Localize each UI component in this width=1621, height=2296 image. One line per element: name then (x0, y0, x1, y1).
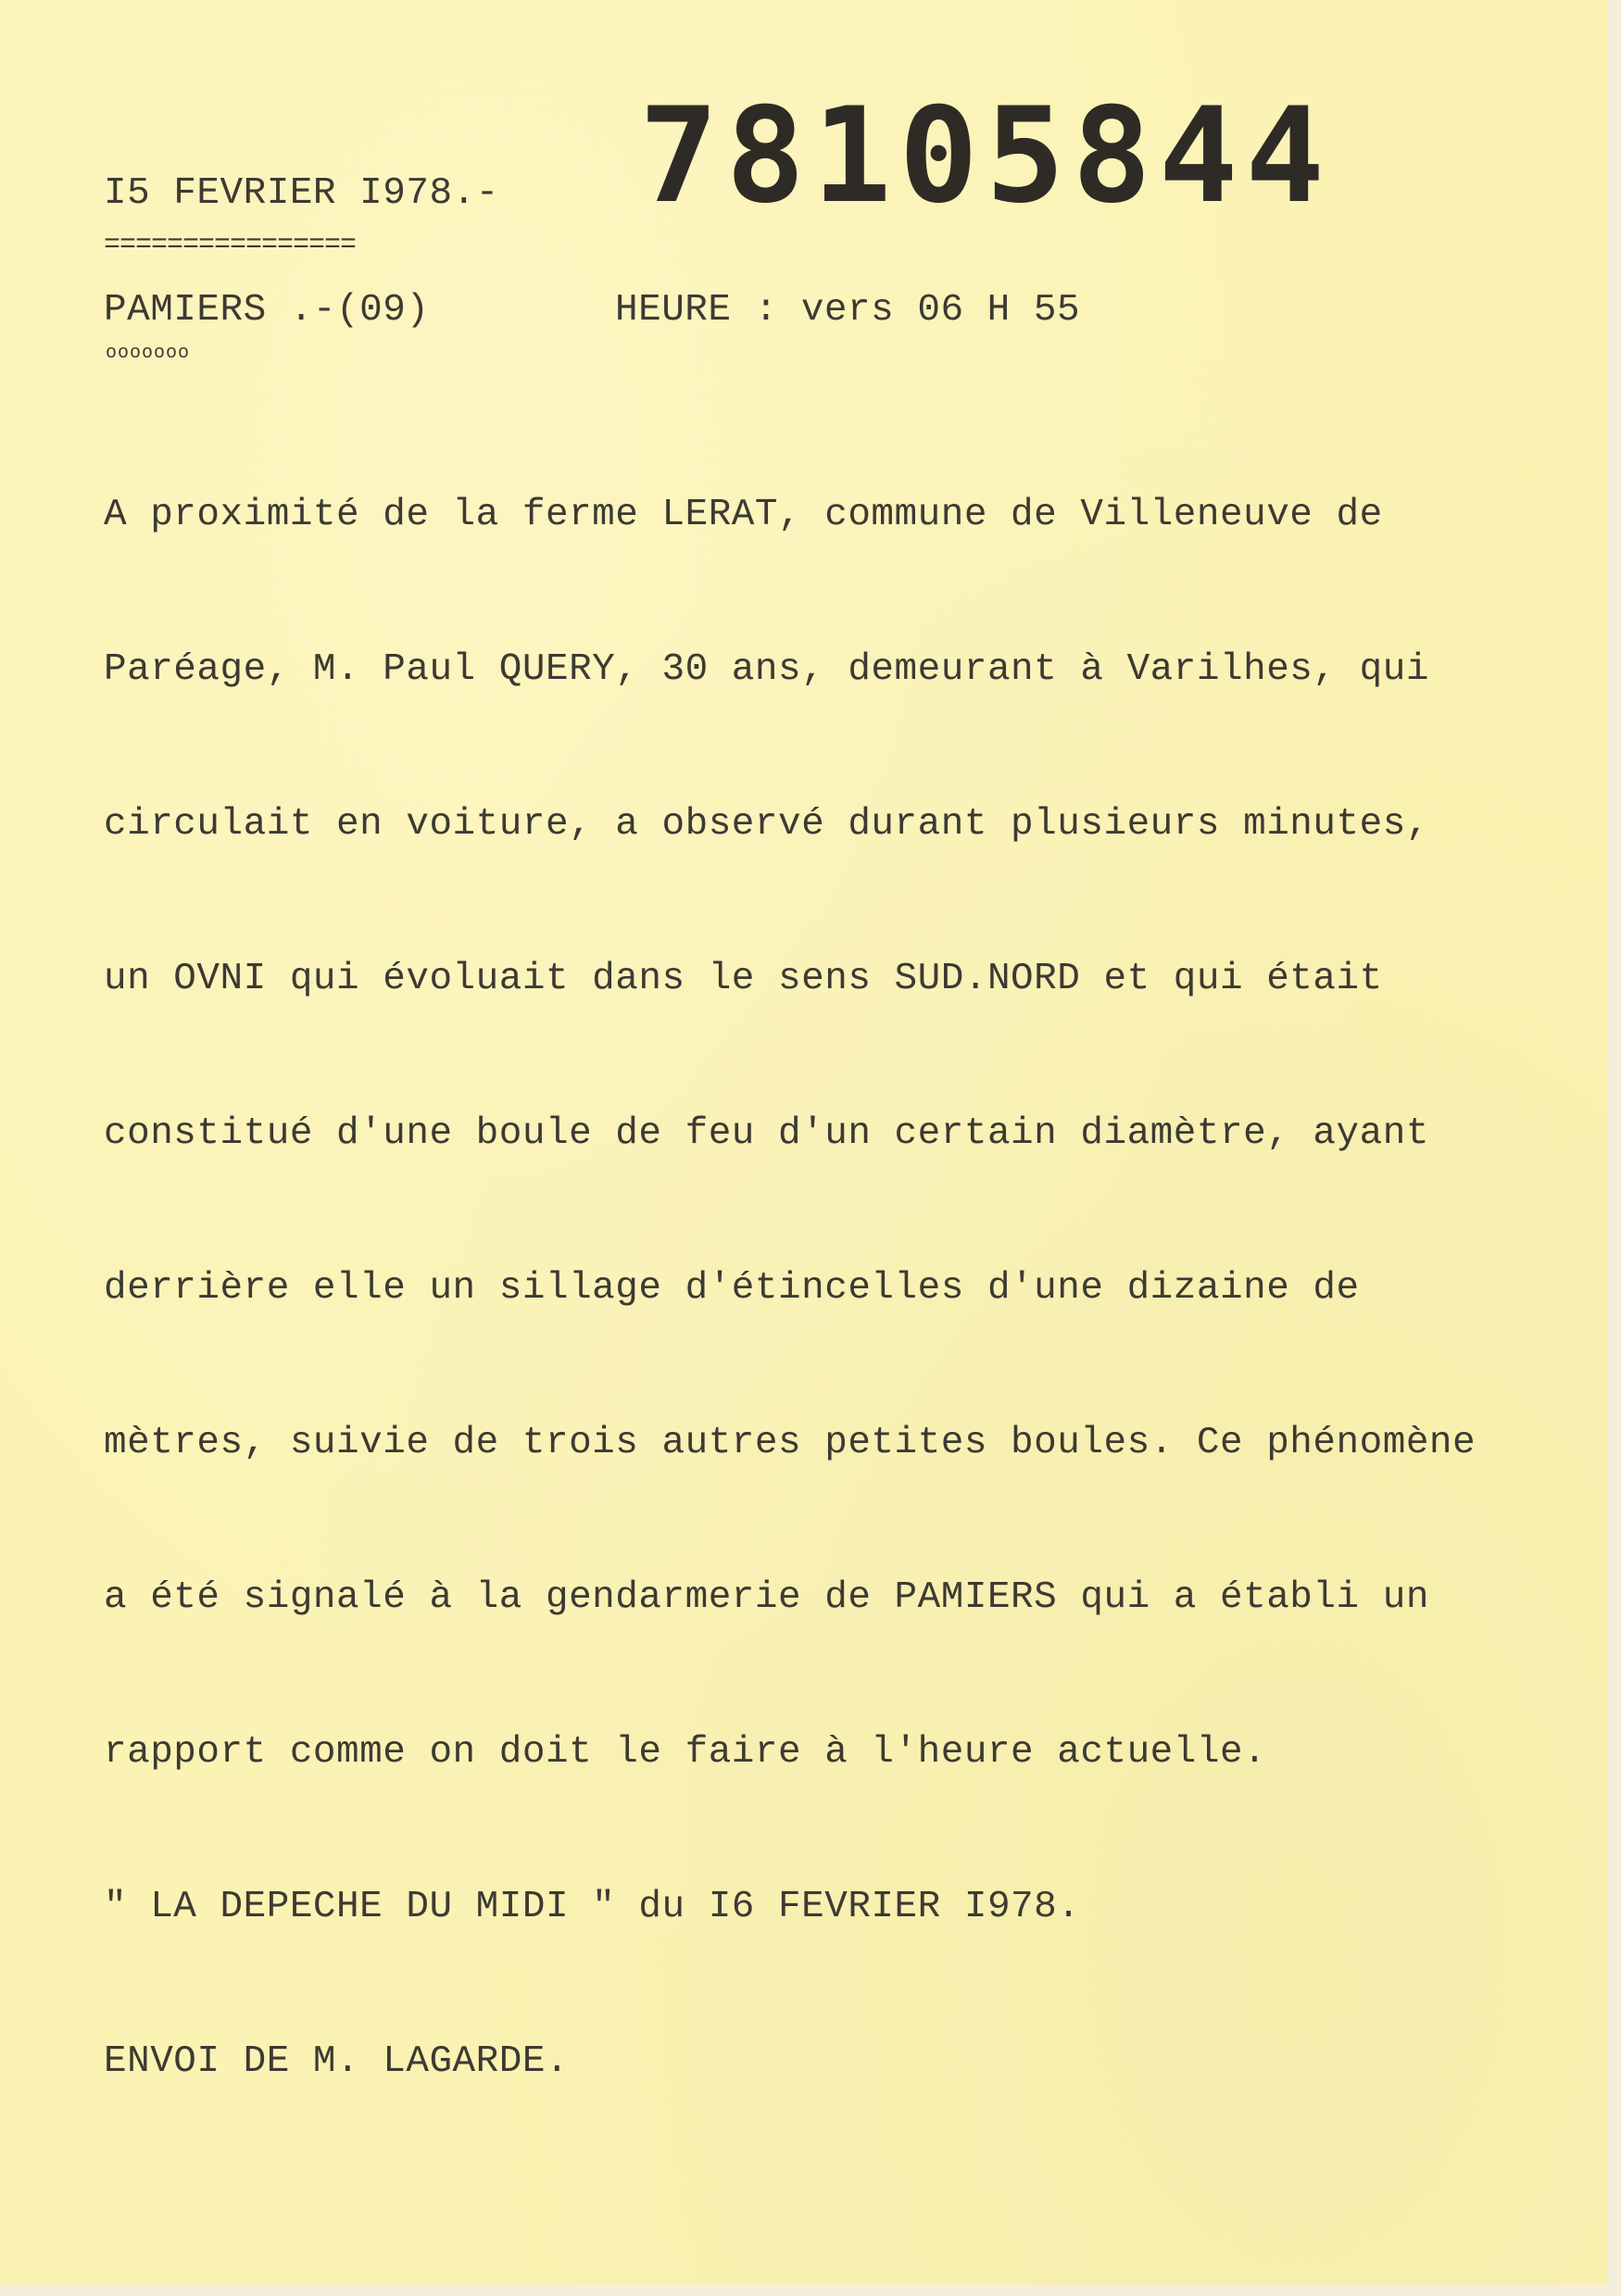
body-line: constitué d'une boule de feu d'un certain diamètre, ayant (104, 1112, 1429, 1155)
sender-line: ENVOI DE M. LAGARDE. (104, 2040, 570, 2083)
body-line: un OVNI qui évoluait dans le sens SUD.NORD et qui était (104, 958, 1383, 1000)
body-line: mètres, suivie de trois autres petites boules. Ce phénomène (104, 1422, 1476, 1464)
body-line: Paréage, M. Paul QUERY, 30 ans, demeurant à Varilhes, qui (104, 648, 1429, 691)
paper-edge-right (1608, 0, 1621, 2296)
report-location: PAMIERS .-(09) (104, 289, 430, 332)
paper-edge-bottom (0, 2285, 1621, 2296)
source-citation: " LA DEPECHE DU MIDI " du I6 FEVRIER I978. (104, 1886, 1081, 1928)
report-body (104, 406, 1476, 2192)
report-time: HEURE : vers 06 H 55 (615, 289, 1081, 332)
body-line: a été signalé à la gendarmerie de PAMIERS qui a établi un (104, 1576, 1429, 1619)
location-underline: ooooooo (106, 343, 191, 364)
date-underline: ================ (104, 230, 357, 261)
report-date: I5 FEVRIER I978.- (104, 172, 499, 215)
reference-number-stamp: 78105844 (639, 80, 1332, 232)
body-line: rapport comme on doit le faire à l'heure actuelle. (104, 1731, 1267, 1774)
body-line: circulait en voiture, a observé durant plusieurs minutes, (104, 803, 1429, 846)
body-line: A proximité de la ferme LERAT, commune de Villeneuve de (104, 494, 1383, 536)
body-line: derrière elle un sillage d'étincelles d'une dizaine de (104, 1267, 1360, 1310)
